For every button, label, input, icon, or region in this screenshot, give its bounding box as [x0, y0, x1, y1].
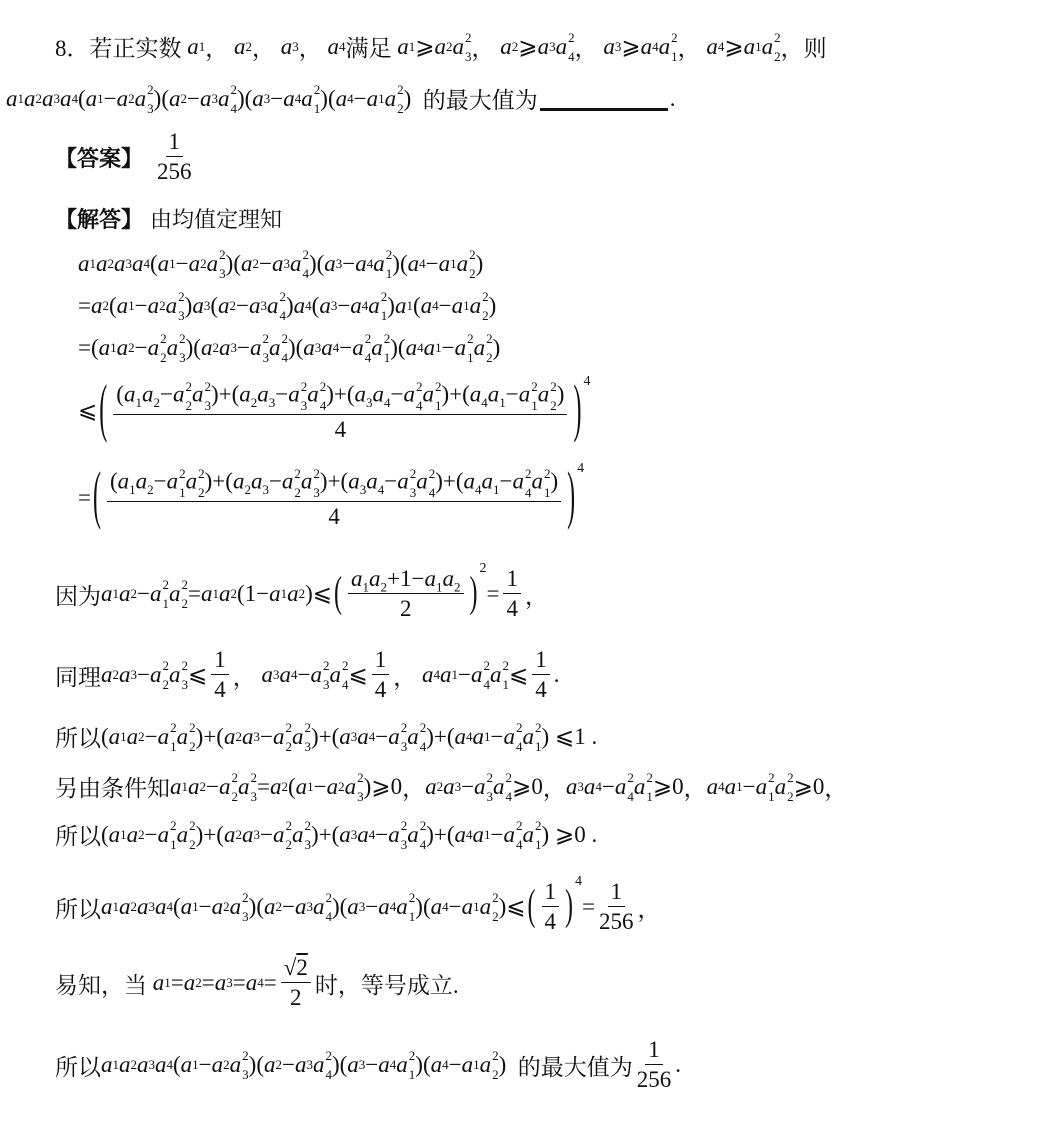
fraction: ($a_1a_2-a$ 2 2 a 2 3 )$+(a_2a_3-a$ 2 3 a 2 4 )$+(a_3a_4-a$ 2 4 a 2 1 )$+(a_4a_1-a$ 2 1 a 2 2 ) 4	[113, 380, 567, 442]
problem-text: 满足	[345, 36, 392, 61]
derivation-line-1: a 1 a 2 a 3 a 4 ( a 1 − a 2 a 2 3 )( a 2 − a 3 a 2 4 )( a 3 − a 4 a 2 1 )( a 4 − a 1 a 2 2 )	[78, 247, 484, 281]
so-line-1: 所以 ( a 1 a 2 − a 2 1 a 2 2 )+( a 2 a 3 − a 2 2 a 2 3 )+( a 3 a 4 − a 2 3 a 2 4 )+( a 4 a 1 − a 2 4 a 2 1 ) ⩽ 1 .	[55, 719, 598, 754]
equality-line: 易知，当 a 1 = a 2 = a 3 = a 4 = $\frac{√2}{2}$ 时，等号成立.	[55, 955, 459, 1011]
solution-header	[55, 203, 282, 234]
another-line: 另由条件知 a 1 a 2 − a 2 2 a 2 3 = a 2 ( a 1 − a 2 a 2 3 )⩾ 0 ， a 2 a 3 − a 2 3 a 2 4 ⩾ 0 ， a 3 a 4 − a 2 4 a 2 1 ⩾ 0 ， a 4 a 1 − a 2 1 a 2 2 ⩾ 0 ，	[55, 769, 848, 804]
problem-number: 8．	[55, 36, 90, 61]
solution-intro: 由均值定理知	[150, 208, 283, 233]
solution-label: 【解答】	[55, 208, 144, 233]
answer-label: 【答案】	[55, 146, 144, 172]
problem-text: 的最大值为	[422, 88, 538, 113]
answer-fraction: $\frac{1}{256}$	[157, 129, 192, 185]
so-line-3: 所以 a 1 a 2 a 3 a 4 ( a 1 − a 2 a 2 3 )( a 2 − a 3 a 2 4 )( a 3 − a 4 a 2 1 )( a 4 − a 1 a 2 2 )⩽ ( $\frac{1}{4}$ ) 4 = $\frac{1}{256}$ ，	[55, 874, 661, 935]
conclusion-line: 所以 a 1 a 2 a 3 a 4 ( a 1 − a 2 a 2 3 )( a 2 − a 3 a 2 4 )( a 3 − a 4 a 2 1 )( a 4 − a 1 a 2 2 ) 的最大值为 $\frac{1}{256}$ .	[55, 1037, 682, 1093]
derivation-line-2: = a 2 ( a 1 − a 2 a 2 3 ) a 3 ( a 2 − a 3 a 2 4 ) a 4 ( a 3 − a 4 a 2 1 ) a 1 ( a 4 − a 1 a 2 2 )	[78, 289, 497, 323]
similarly-line: 同理 a 2 a 3 − a 2 2 a 2 3 ⩽ $\frac{1}{4}$ ， a 3 a 4 − a 2 3 a 2 4 ⩽ $\frac{1}{4}$ ， a 4 a 1 − a 2 4 a 2 1 ⩽ $\frac{1}{4}$ .	[55, 647, 560, 703]
because-line: 因为 a 1 a 2 − a 2 1 a 2 2 = a 1 a 2 (1− a 1 a 2 )⩽ ( $\frac{a_1a_2+1-a_1a_2}{2}$ ) 2 = $\frac{1}{4}$ ，	[55, 561, 548, 622]
so-line-2: 所以 ( a 1 a 2 − a 2 1 a 2 2 )+( a 2 a 3 − a 2 2 a 2 3 )+( a 3 a 4 − a 2 3 a 2 4 )+( a 4 a 1 − a 2 4 a 2 1 ) ⩾ 0 .	[55, 817, 598, 852]
derivation-line-4: ⩽ ( ($a_1a_2-a$ 2 2 a 2 3 )$+(a_2a_3-a$ 2 3 a 2 4 )$+(a_3a_4-a$ 2 4 a 2 1 )$+(a_4a_1-a$ 2 1 a 2 2 ) 4 ) 4	[78, 374, 591, 445]
problem-text: ，则	[780, 36, 827, 61]
derivation-line-3: =( a 1 a 2 − a 2 2 a 2 3 )( a 2 a 3 − a 2 3 a 2 4 )( a 3 a 4 − a 2 4 a 2 1 )( a 4 a 1 − a 2 1 a 2 2 )	[78, 331, 501, 365]
derivation-line-5: = ( ($a_1a_2-a$ 2 1 a 2 2 )$+(a_2a_3-a$ 2 2 a 2 3 )$+(a_3a_4-a$ 2 3 a 2 4 )$+(a_4a_1-a$ 2 4 a 2 1 ) 4 ) 4	[78, 461, 585, 532]
answer-blank	[540, 86, 668, 111]
fraction: ($a_1a_2-a$ 2 1 a 2 2 )$+(a_2a_3-a$ 2 2 a 2 3 )$+(a_3a_4-a$ 2 3 a 2 4 )$+(a_4a_1-a$ 2 4 a 2 1 ) 4	[107, 467, 561, 529]
problem-line-2: a 1 a 2 a 3 a 4 ( a 1 − a 2 a 2 3 )( a 2 − a 3 a 2 4 )( a 3 − a 4 a 2 1 )( a 4 − a 1 a 2 2 ) 的最大值为 .	[6, 81, 676, 116]
problem-text: 若正实数	[89, 36, 182, 61]
fraction: $\frac{a_1a_2+1-a_1a_2}{2}$	[348, 567, 463, 621]
answer-row	[55, 130, 196, 184]
problem-line-1: 8． 若正实数 a 1 ， a 2 ， a 3 ， a 4 满足 a 1 ⩾ a 2 a 2 3 ， a 2 ⩾ a 3 a 2 4 ， a 3 ⩾ a 4 a 2 1 ， a 4 ⩾ a 1 a 2 2 ，则	[55, 29, 827, 64]
